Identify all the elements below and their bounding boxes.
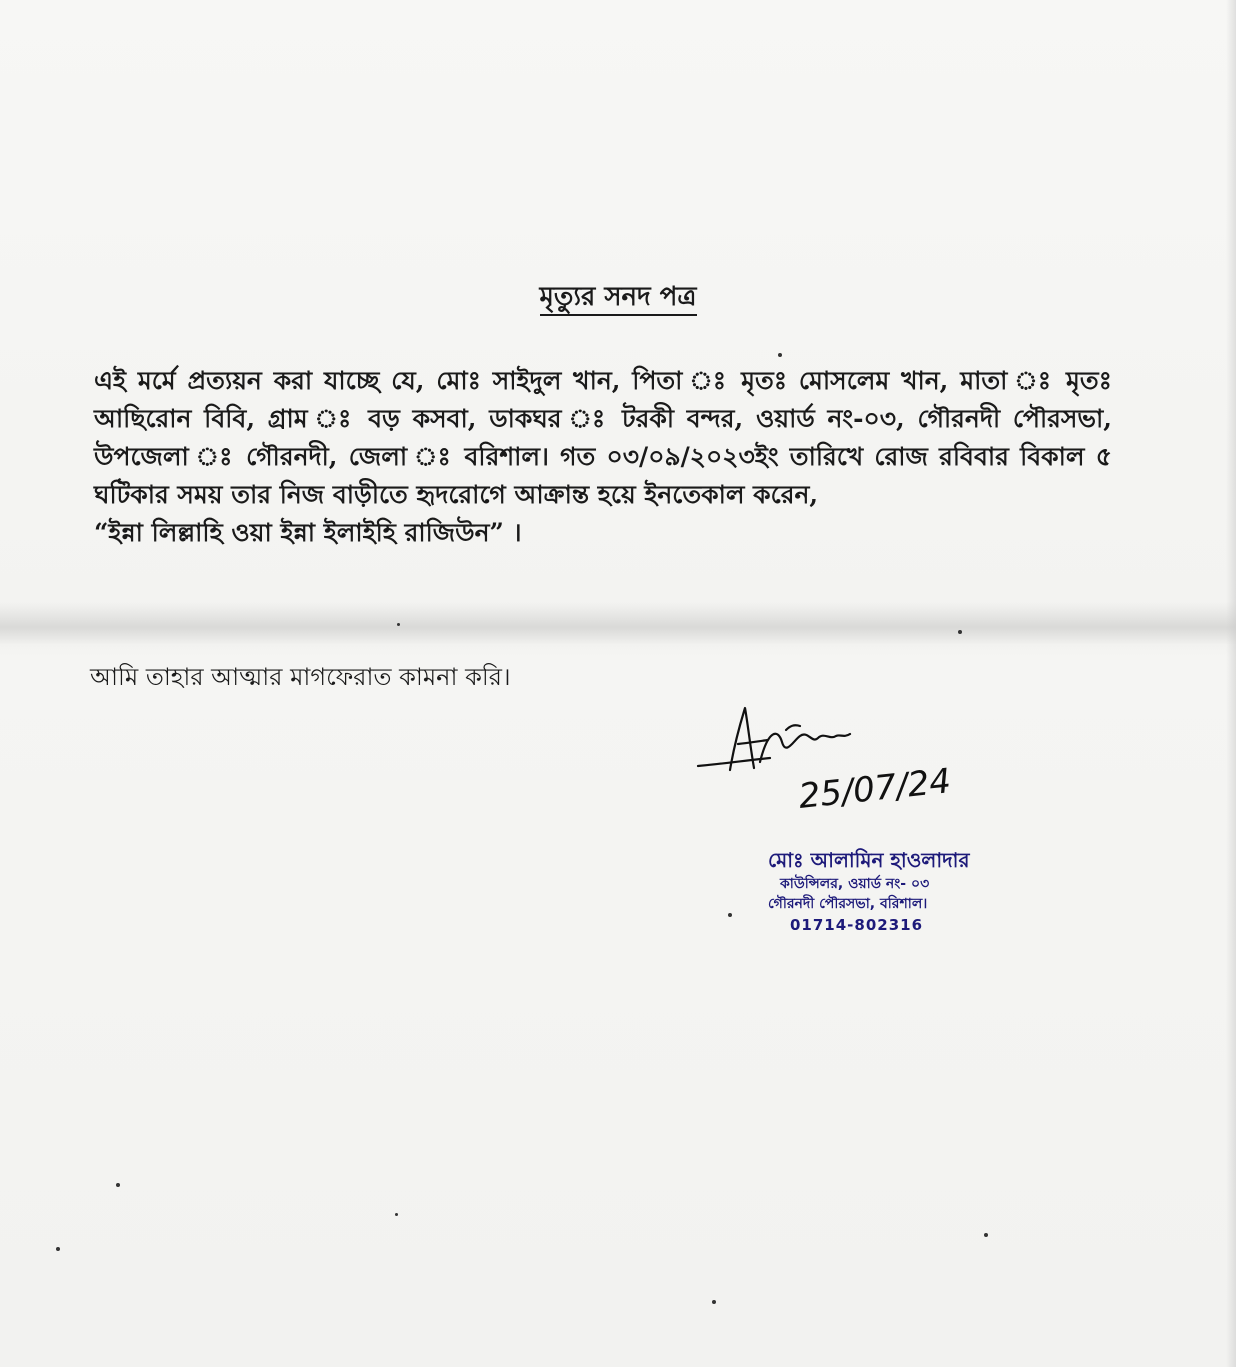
speck [958,630,962,634]
certificate-body [94,362,1112,552]
certificate-body-text: এই মর্মে প্রত্যয়ন করা যাচ্ছে যে, মোঃ সাইদুল খান, পিতা ঃ মৃতঃ মোসলেম খান, মাতা ঃ মৃতঃ আছিরোন বিবি, গ্রাম ঃ বড় কসবা, ডাকঘর ঃ টরকী বন্দর, ওয়ার্ড নং-০৩, গৌরনদী পৌরসভা, উপজেলা ঃ গৌরনদী, জেলা ঃ বরিশাল। গত ০৩/০৯/২০২৩ইং তারিখে রোজ রবিবার বিকাল ৫ ঘটিকার সময় তার নিজ বাড়ীতে হৃদরোগে আক্রান্ত হয়ে ইনতেকাল করেন, [94,366,1112,509]
speck [984,1233,988,1237]
certificate-quote: “ইন্না লিল্লাহি ওয়া ইন্না ইলাইহি রাজিউন” । [94,518,522,547]
document-title-text: মৃত্যুর সনদ পত্র [540,282,697,316]
speck [778,353,782,357]
paper-fold-shadow [0,602,1236,644]
speck [116,1183,120,1187]
stamp-name: মোঃ আলামিন হাওলাদার [768,848,970,872]
speck [395,1213,398,1216]
councillor-stamp [768,846,1008,936]
speck [56,1247,60,1251]
handwritten-signature [690,700,990,830]
document-title [0,276,1236,320]
speck [712,1300,716,1304]
stamp-designation: কাউন্সিলর, ওয়ার্ড নং- ০৩ [780,876,930,892]
speck [397,623,400,626]
paper-edge [1226,0,1236,1367]
stamp-phone: 01714-802316 [790,916,924,934]
closing-line: আমি তাহার আত্মার মাগফেরাত কামনা করি। [90,663,511,691]
speck [728,913,732,917]
signature-date: 25/07/24 [796,761,953,817]
stamp-office: গৌরনদী পৌরসভা, বরিশাল। [768,896,928,912]
